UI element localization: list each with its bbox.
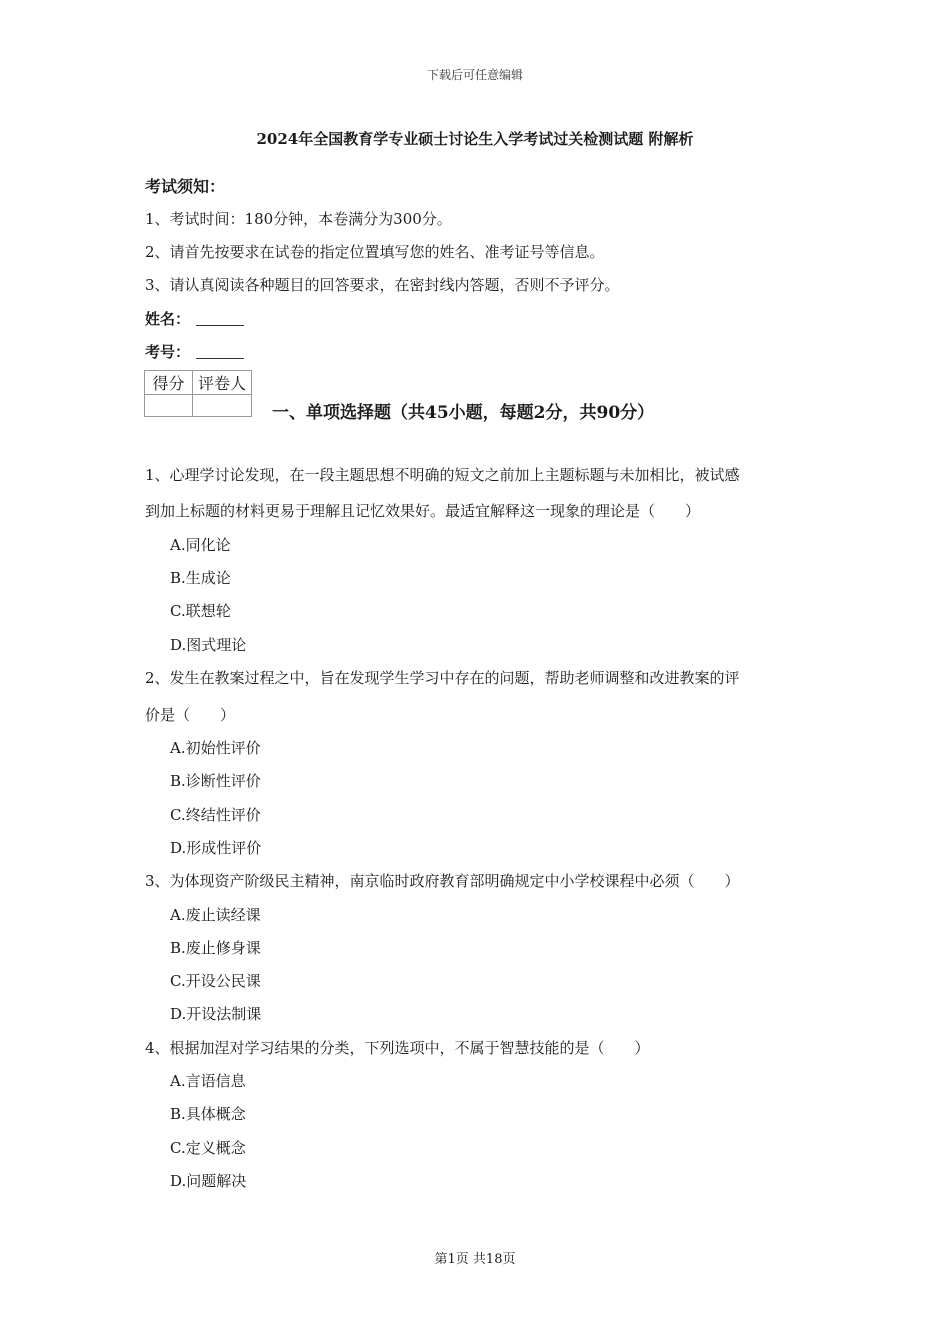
score-header: 得分: [145, 371, 193, 395]
grader-cell: [193, 395, 252, 417]
option-item: B.废止修身课: [170, 939, 261, 957]
section-title: 一、单项选择题（共45小题，每题2分，共90分）: [272, 403, 655, 423]
option-item: C.联想轮: [170, 602, 231, 620]
page-footer: 第1页 共18页: [434, 1252, 516, 1267]
exam-number-field: [145, 341, 244, 362]
question-line: 2、发生在教案过程之中，旨在发现学生学习中存在的问题，帮助老师调整和改进教案的评: [145, 669, 740, 687]
name-blank: [196, 325, 244, 326]
header-note: 下载后可任意编辑: [426, 68, 523, 82]
grader-header: 评卷人: [193, 371, 252, 395]
option-item: C.定义概念: [170, 1139, 246, 1157]
option-item: B.诊断性评价: [170, 772, 261, 790]
notice-heading: 考试须知：: [145, 177, 226, 196]
option-item: D.开设法制课: [170, 1005, 262, 1023]
question-line: 3、为体现资产阶级民主精神，南京临时政府教育部明确规定中小学校课程中必须（ ）: [145, 872, 740, 890]
question-line: 4、根据加涅对学习结果的分类，下列选项中，不属于智慧技能的是（ ）: [145, 1039, 650, 1057]
option-item: A.废止读经课: [170, 906, 261, 924]
option-item: C.终结性评价: [170, 806, 261, 824]
notice-item: 2、请首先按要求在试卷的指定位置填写您的姓名、准考证号等信息。: [145, 243, 605, 261]
notice-item: 1、考试时间：180分钟，本卷满分为300分。: [145, 210, 452, 228]
score-table: [144, 370, 252, 417]
document-title: 2024年全国教育学专业硕士讨论生入学考试过关检测试题 附解析: [256, 130, 694, 148]
option-item: D.形成性评价: [170, 839, 262, 857]
score-cell: [145, 395, 193, 417]
question-line: 到加上标题的材料更易于理解且记忆效果好。最适宜解释这一现象的理论是（ ）: [145, 502, 701, 520]
question-line: 价是（ ）: [145, 706, 236, 724]
name-label: 姓名：: [145, 310, 191, 328]
option-item: C.开设公民课: [170, 972, 261, 990]
option-item: A.言语信息: [170, 1072, 246, 1090]
exam-number-label: 考号：: [145, 343, 191, 361]
option-item: B.生成论: [170, 569, 231, 587]
notice-item: 3、请认真阅读各种题目的回答要求，在密封线内答题，否则不予评分。: [145, 276, 620, 294]
exam-number-blank: [196, 358, 244, 359]
option-item: D.图式理论: [170, 636, 247, 654]
option-item: A.同化论: [170, 536, 231, 554]
option-item: B.具体概念: [170, 1105, 246, 1123]
option-item: D.问题解决: [170, 1172, 247, 1190]
question-line: 1、心理学讨论发现，在一段主题思想不明确的短文之前加上主题标题与未加相比，被试感: [145, 466, 740, 484]
name-field: [145, 308, 244, 329]
option-item: A.初始性评价: [170, 739, 261, 757]
